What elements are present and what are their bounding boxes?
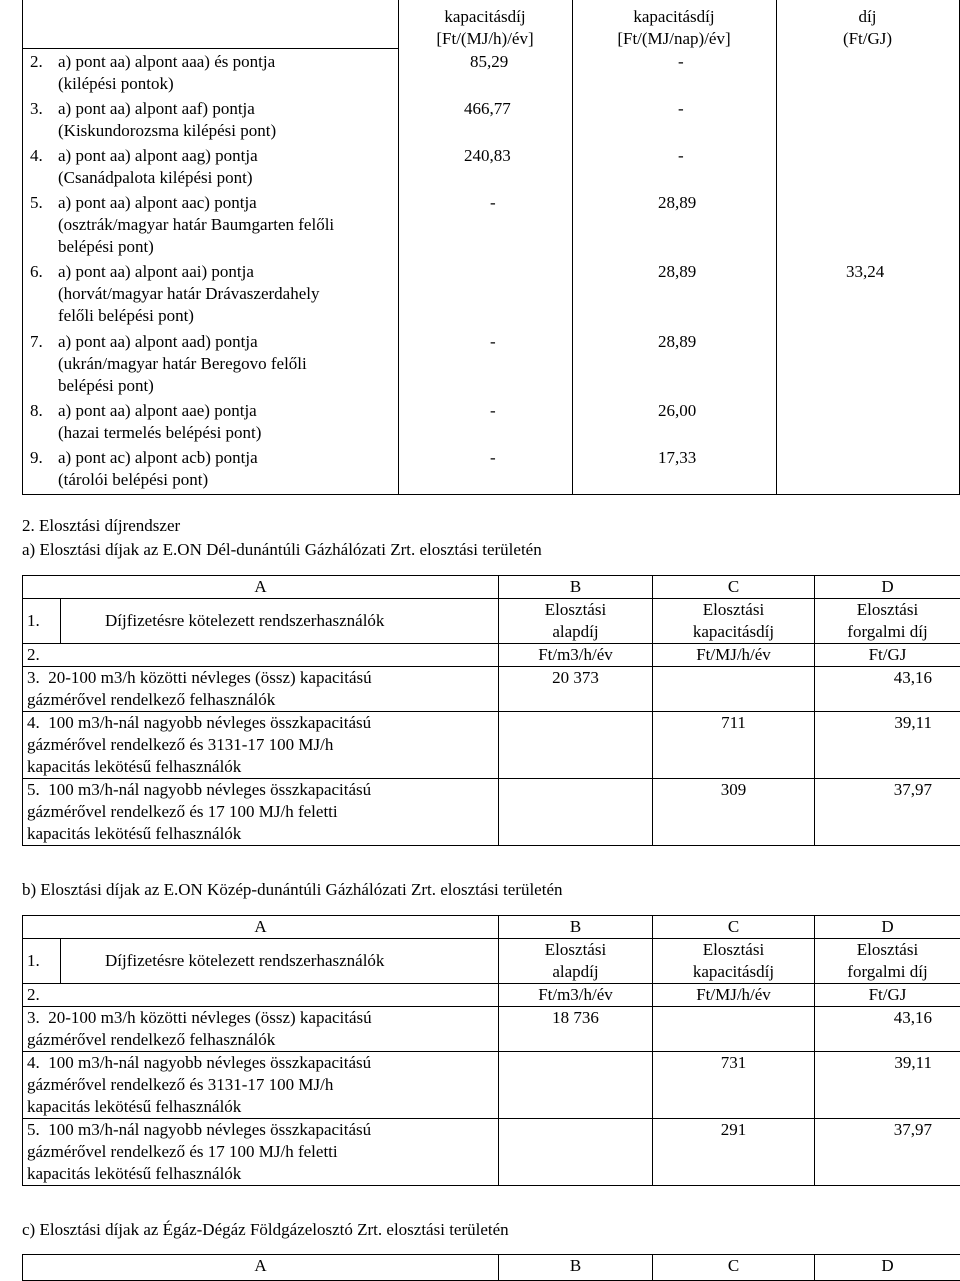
- cell-value: 466,77: [464, 98, 511, 120]
- col-letter: B: [499, 916, 653, 939]
- capacity-fee-value: 309: [653, 779, 815, 846]
- cell-value: -: [490, 331, 496, 353]
- cell-value: 240,83: [464, 145, 511, 167]
- row-number: 5.: [30, 192, 43, 214]
- row-label: 3. 20-100 m3/h közötti névleges (össz) kapacitású gázmérővel rendelkező felhasználók: [23, 1007, 499, 1052]
- cell-value: 28,89: [658, 192, 696, 214]
- table-rule: [22, 0, 23, 495]
- unit-label: Ft/MJ/h/év: [653, 644, 815, 667]
- header-capacity-fee-hour: kapacitásdíj [Ft/(MJ/h)/év]: [398, 6, 572, 50]
- table-row: [23, 984, 960, 1007]
- unit-label: Ft/m3/h/év: [499, 644, 653, 667]
- capacity-fee-value: 711: [653, 712, 815, 779]
- cell-value: -: [490, 400, 496, 422]
- row-number: 1.: [23, 939, 61, 984]
- row-label: 5. 100 m3/h-nál nagyobb névleges összkapacitású gázmérővel rendelkező és 17 100 MJ/h feletti kapacitás lekötésű felhasználók: [23, 779, 499, 846]
- col-letter: C: [653, 916, 815, 939]
- cell-value: 85,29: [470, 51, 508, 73]
- cell-value: 28,89: [658, 261, 696, 283]
- capacity-fee-value: 731: [653, 1052, 815, 1119]
- capacity-fee-header: Elosztási kapacitásdíj: [653, 599, 815, 644]
- unit-label: Ft/m3/h/év: [499, 984, 653, 1007]
- row-number: 6.: [30, 261, 43, 283]
- table-row: [23, 644, 960, 667]
- table-rule: [398, 0, 399, 495]
- cell-value: -: [490, 192, 496, 214]
- base-fee-value: [499, 779, 653, 846]
- unit-label: Ft/GJ: [815, 984, 960, 1007]
- table-row: [23, 576, 960, 599]
- row-label: a) pont aa) alpont aae) pontja (hazai termelés belépési pont): [58, 400, 398, 444]
- cell-value: -: [678, 98, 684, 120]
- col-letter: C: [653, 1255, 815, 1281]
- table-row: [23, 1119, 960, 1186]
- cell-value: 28,89: [658, 331, 696, 353]
- row-label: 5. 100 m3/h-nál nagyobb névleges összkapacitású gázmérővel rendelkező és 17 100 MJ/h feletti kapacitás lekötésű felhasználók: [23, 1119, 499, 1186]
- users-header: Díjfizetésre kötelezett rendszerhasználók: [61, 939, 499, 984]
- col-letter: B: [499, 576, 653, 599]
- col-letter: A: [23, 916, 499, 939]
- table-row: [23, 1052, 960, 1119]
- volume-fee-header: Elosztási forgalmi díj: [815, 599, 960, 644]
- row-label: 4. 100 m3/h-nál nagyobb névleges összkapacitású gázmérővel rendelkező és 3131-17 100 MJ/h kapacitás lekötésű felhasználók: [23, 1052, 499, 1119]
- header-capacity-fee-day: kapacitásdíj [Ft/(MJ/nap)/év]: [572, 6, 776, 50]
- fee-table-c: [22, 1254, 960, 1281]
- unit-label: Ft/GJ: [815, 644, 960, 667]
- row-label: a) pont aa) alpont aac) pontja (osztrák/magyar határ Baumgarten felőli belépési pont): [58, 192, 398, 258]
- row-number: 3.: [30, 98, 43, 120]
- volume-fee-header: Elosztási forgalmi díj: [815, 939, 960, 984]
- row-label: a) pont aa) alpont aai) pontja (horvát/magyar határ Drávaszerdahely felőli belépési pont): [58, 261, 398, 327]
- volume-fee-value: 37,97: [815, 1119, 960, 1186]
- subsection-a-title: a) Elosztási díjak az E.ON Dél-dunántúli Gázhálózati Zrt. elosztási területén: [22, 539, 542, 561]
- table-row: [23, 1007, 960, 1052]
- table-row: [23, 939, 960, 984]
- subsection-c-title: c) Elosztási díjak az Égáz-Dégáz Földgázelosztó Zrt. elosztási területén: [22, 1219, 509, 1241]
- cell-value: -: [678, 145, 684, 167]
- table-row: [23, 916, 960, 939]
- cell-value: 26,00: [658, 400, 696, 422]
- table-row: [23, 779, 960, 846]
- base-fee-value: [499, 1052, 653, 1119]
- row-label: a) pont aa) alpont aag) pontja (Csanádpalota kilépési pont): [58, 145, 398, 189]
- cell-value: -: [678, 51, 684, 73]
- header-fee-gj: díj (Ft/GJ): [776, 6, 959, 50]
- col-letter: A: [23, 576, 499, 599]
- row-number: 1.: [23, 599, 61, 644]
- row-number: 4.: [30, 145, 43, 167]
- users-header: Díjfizetésre kötelezett rendszerhasználók: [61, 599, 499, 644]
- section-title: 2. Elosztási díjrendszer: [22, 515, 180, 537]
- row-label: a) pont aa) alpont aaf) pontja (Kiskundorozsma kilépési pont): [58, 98, 398, 142]
- table-rule: [776, 0, 777, 495]
- row-label: a) pont ac) alpont acb) pontja (tárolói belépési pont): [58, 447, 398, 491]
- row-number: 9.: [30, 447, 43, 469]
- fee-table-b: [22, 915, 960, 1186]
- col-letter: C: [653, 576, 815, 599]
- cell-value: 17,33: [658, 447, 696, 469]
- volume-fee-value: 39,11: [815, 1052, 960, 1119]
- fee-table-a: [22, 575, 960, 846]
- row-number: 7.: [30, 331, 43, 353]
- col-letter: D: [815, 1255, 960, 1281]
- base-fee-header: Elosztási alapdíj: [499, 599, 653, 644]
- table-row: [23, 599, 960, 644]
- table-row: [23, 712, 960, 779]
- volume-fee-value: 43,16: [815, 667, 960, 712]
- base-fee-value: [499, 1119, 653, 1186]
- row-label: 4. 100 m3/h-nál nagyobb névleges összkapacitású gázmérővel rendelkező és 3131-17 100 MJ/h kapacitás lekötésű felhasználók: [23, 712, 499, 779]
- capacity-fee-value: [653, 667, 815, 712]
- row-number: 2.: [23, 984, 499, 1007]
- base-fee-value: 18 736: [499, 1007, 653, 1052]
- row-label: a) pont aa) alpont aaa) és pontja (kilépési pontok): [58, 51, 398, 95]
- row-number: 8.: [30, 400, 43, 422]
- col-letter: D: [815, 916, 960, 939]
- capacity-fee-value: 291: [653, 1119, 815, 1186]
- row-number: 2.: [23, 644, 499, 667]
- table-rule: [22, 494, 960, 495]
- col-letter: A: [23, 1255, 499, 1281]
- capacity-fee-header: Elosztási kapacitásdíj: [653, 939, 815, 984]
- merged-fee-value: 33,24: [846, 261, 884, 283]
- unit-label: Ft/MJ/h/év: [653, 984, 815, 1007]
- capacity-fee-value: [653, 1007, 815, 1052]
- table-row: [23, 667, 960, 712]
- table-rule: [22, 48, 398, 49]
- row-label: 3. 20-100 m3/h közötti névleges (össz) kapacitású gázmérővel rendelkező felhasználók: [23, 667, 499, 712]
- base-fee-value: [499, 712, 653, 779]
- col-letter: D: [815, 576, 960, 599]
- cell-value: -: [490, 447, 496, 469]
- volume-fee-value: 39,11: [815, 712, 960, 779]
- table-row: [23, 1255, 960, 1281]
- base-fee-header: Elosztási alapdíj: [499, 939, 653, 984]
- base-fee-value: 20 373: [499, 667, 653, 712]
- subsection-b-title: b) Elosztási díjak az E.ON Közép-dunántúli Gázhálózati Zrt. elosztási területén: [22, 879, 563, 901]
- row-label: a) pont aa) alpont aad) pontja (ukrán/magyar határ Beregovo felőli belépési pont): [58, 331, 398, 397]
- row-number: 2.: [30, 51, 43, 73]
- volume-fee-value: 37,97: [815, 779, 960, 846]
- volume-fee-value: 43,16: [815, 1007, 960, 1052]
- col-letter: B: [499, 1255, 653, 1281]
- table-rule: [572, 0, 573, 495]
